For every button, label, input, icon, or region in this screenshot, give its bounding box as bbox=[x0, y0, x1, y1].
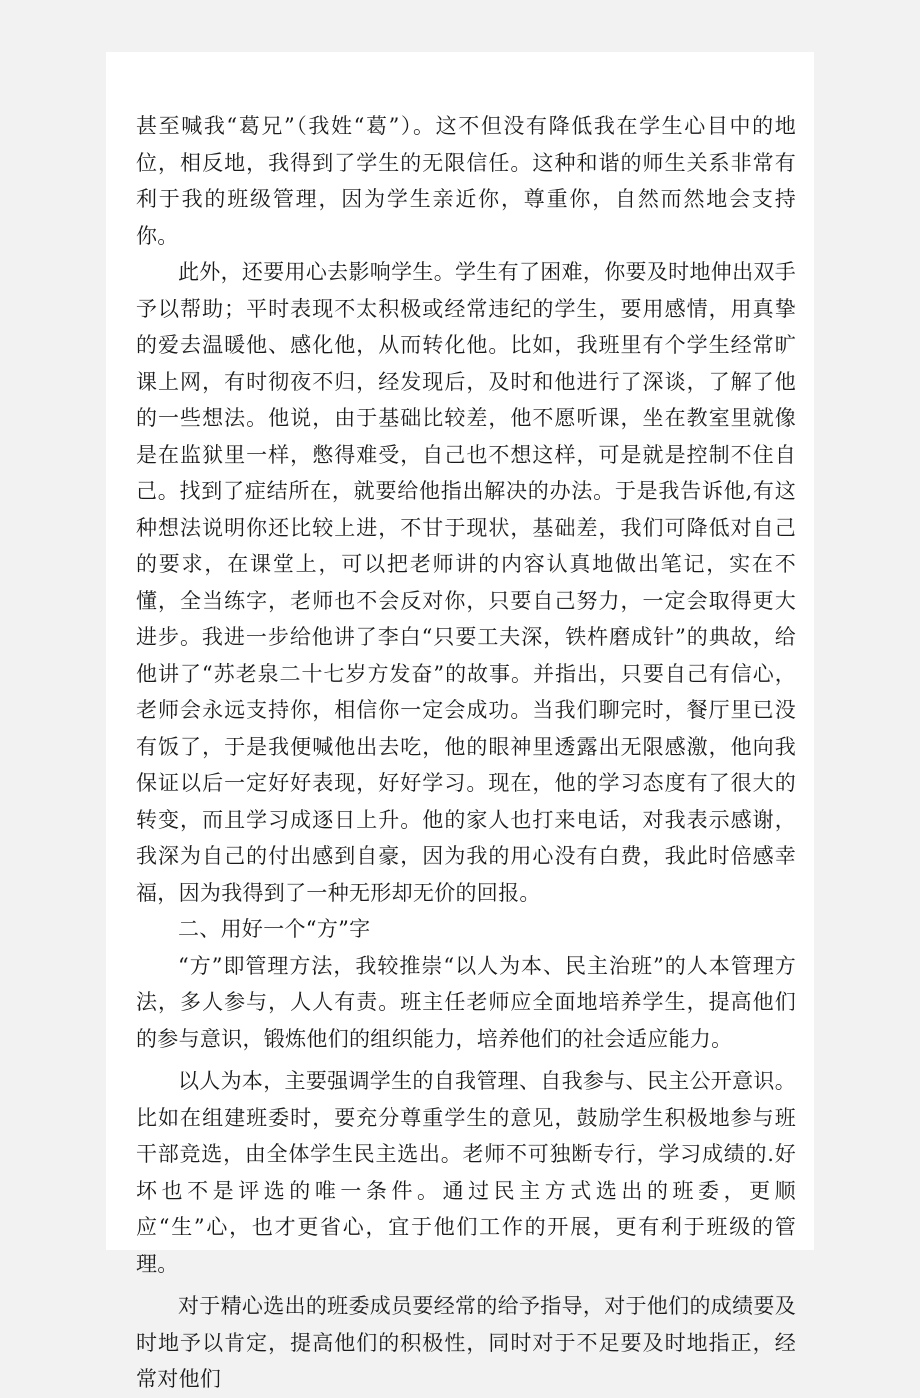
document-page bbox=[106, 52, 814, 1391]
paragraph-management-method: “方”即管理方法，我较推崇“以人为本、民主治班”的人本管理方法，多人参与，人人有责。班主任老师应全面地培养学生，提高他们的参与意识，锻炼他们的组织能力，培养他们的社会适应能力。 bbox=[136, 953, 796, 1051]
document-body bbox=[136, 108, 796, 1398]
paragraph-influence-students: 此外，还要用心去影响学生。学生有了困难，你要及时地伸出双手予以帮助；平时表现不太积极或经常违纪的学生，要用感情，用真挚的爱去温暖他、感化他，从而转化他。比如，我班里有个学生经常旷课上网，有时彻夜不归，经发现后，及时和他进行了深谈，了解了他的一些想法。他说，由于基础比较差，他不愿听课，坐在教室里就像是在监狱里一样，憋得难受，自己也不想这样，可是就是控制不住自己。找到了症结所在，就要给他指出解决的办法。于是我告诉他,有这种想法说明你还比较上进，不甘于现状，基础差，我们可降低对自己的要求，在课堂上，可以把老师讲的内容认真地做出笔记，实在不懂，全当练字，老师也不会反对你，只要自己努力，一定会取得更大进步。我进一步给他讲了李白“只要工夫深，铁杵磨成针”的典故，给他讲了“苏老泉二十七岁方发奋”的故事。并指出，只要自己有信心，老师会永远支持你，相信你一定会成功。当我们聊完时，餐厅里已没有饭了，于是我便喊他出去吃，他的眼神里透露出无限感激，他向我保证以后一定好好表现，好好学习。现在，他的学习态度有了很大的转变，而且学习成逐日上升。他的家人也打来电话，对我表示感谢，我深为自己的付出感到自豪，因为我的用心没有白费，我此时倍感幸福，因为我得到了一种无形却无价的回报。 bbox=[136, 260, 796, 905]
paragraph-continuation: 甚至喊我“葛兄”（我姓“葛”）。这不但没有降低我在学生心目中的地位，相反地，我得到了学生的无限信任。这种和谐的师生关系非常有利于我的班级管理，因为学生亲近你，尊重你，自然而然地会支持你。 bbox=[136, 114, 796, 248]
section-heading-method: 二、用好一个“方”字 bbox=[178, 917, 371, 941]
paragraph-class-committee: 对于精心选出的班委成员要经常的给予指导，对于他们的成绩要及时地予以肯定，提高他们的积极性，同时对于不足要及时地指正，经常对他们 bbox=[136, 1294, 796, 1391]
paragraph-people-oriented: 以人为本，主要强调学生的自我管理、自我参与、民主公开意识。比如在组建班委时，要充分尊重学生的意见，鼓励学生积极地参与班干部竞选，由全体学生民主选出。老师不可独断专行，学习成绩的.好坏也不是评选的唯一条件。通过民主方式选出的班委，更顺应“生”心，也才更省心，宜于他们工作的开展，更有利于班级的管理。 bbox=[136, 1069, 796, 1276]
